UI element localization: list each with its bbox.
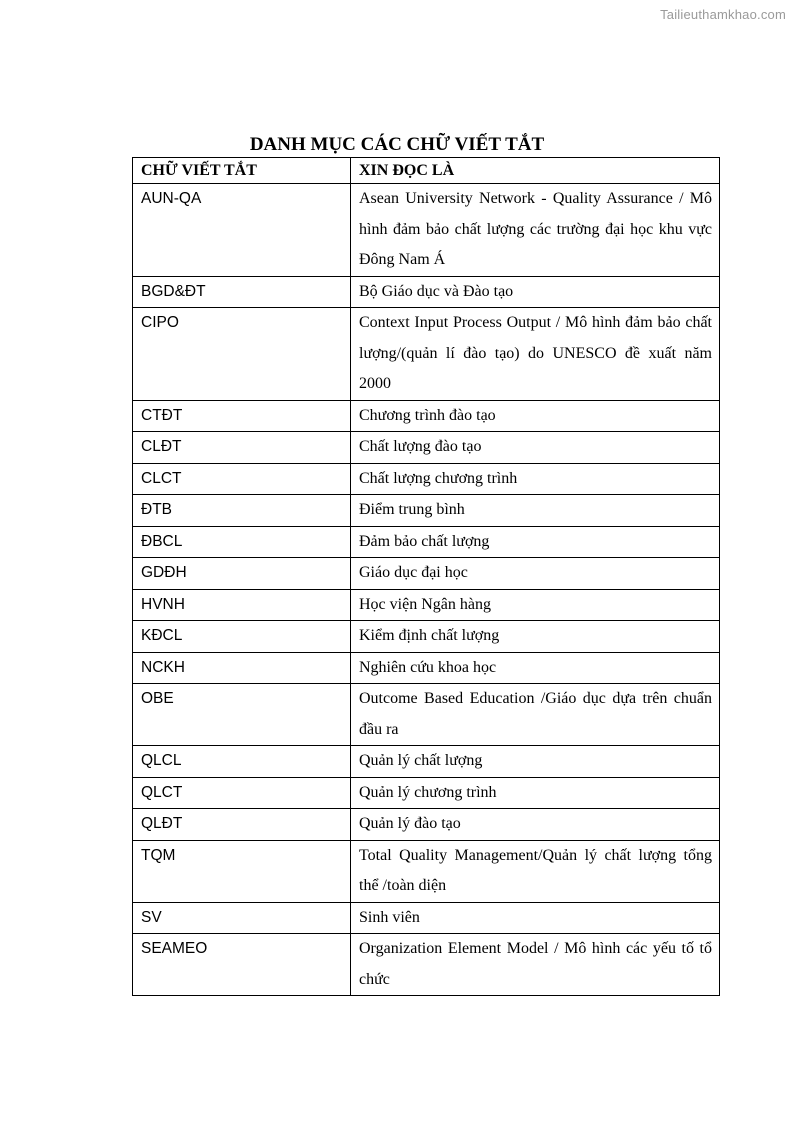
abbreviation-cell: SEAMEO xyxy=(133,934,351,996)
abbreviation-cell: BGD&ĐT xyxy=(133,276,351,308)
meaning-cell: Điểm trung bình xyxy=(351,495,720,527)
table-row xyxy=(133,526,720,558)
meaning-cell: Sinh viên xyxy=(351,902,720,934)
abbreviation-cell: SV xyxy=(133,902,351,934)
table-row xyxy=(133,934,720,996)
table-row xyxy=(133,902,720,934)
meaning-cell: Total Quality Management/Quản lý chất lượng tổng thể /toàn diện xyxy=(351,840,720,902)
abbreviation-cell: AUN-QA xyxy=(133,184,351,277)
table-body xyxy=(133,184,720,996)
abbreviation-cell: CLĐT xyxy=(133,432,351,464)
table-row xyxy=(133,809,720,841)
watermark-text: Tailieuthamkhao.com xyxy=(660,7,786,22)
table-row xyxy=(133,432,720,464)
meaning-cell: Học viện Ngân hàng xyxy=(351,589,720,621)
meaning-cell: Bộ Giáo dục và Đào tạo xyxy=(351,276,720,308)
meaning-cell: Quản lý chất lượng xyxy=(351,746,720,778)
table-row xyxy=(133,184,720,277)
abbreviation-cell: ĐBCL xyxy=(133,526,351,558)
meaning-cell: Chương trình đào tạo xyxy=(351,400,720,432)
table-header-row xyxy=(133,158,720,184)
abbreviation-cell: QLCL xyxy=(133,746,351,778)
abbreviation-cell: CIPO xyxy=(133,308,351,401)
meaning-cell: Chất lượng chương trình xyxy=(351,463,720,495)
table-row xyxy=(133,495,720,527)
abbreviation-cell: OBE xyxy=(133,684,351,746)
meaning-cell: Quản lý đào tạo xyxy=(351,809,720,841)
page-title: DANH MỤC CÁC CHỮ VIẾT TẮT xyxy=(249,134,545,155)
column-header-abbreviation: CHỮ VIẾT TẮT xyxy=(133,158,351,184)
meaning-cell: Đảm bảo chất lượng xyxy=(351,526,720,558)
abbreviation-table xyxy=(132,157,720,996)
table-row xyxy=(133,684,720,746)
abbreviation-cell: GDĐH xyxy=(133,558,351,590)
meaning-cell: Outcome Based Education /Giáo dục dựa trên chuẩn đầu ra xyxy=(351,684,720,746)
abbreviation-cell: TQM xyxy=(133,840,351,902)
abbreviation-cell: HVNH xyxy=(133,589,351,621)
table-row xyxy=(133,400,720,432)
meaning-cell: Chất lượng đào tạo xyxy=(351,432,720,464)
meaning-cell: Context Input Process Output / Mô hình đảm bảo chất lượng/(quản lí đào tạo) do UNESCO đề xuất năm 2000 xyxy=(351,308,720,401)
table-row xyxy=(133,308,720,401)
meaning-cell: Asean University Network - Quality Assurance / Mô hình đảm bảo chất lượng các trường đại học khu vực Đông Nam Á xyxy=(351,184,720,277)
table-row xyxy=(133,621,720,653)
abbreviation-cell: QLĐT xyxy=(133,809,351,841)
table-row xyxy=(133,463,720,495)
meaning-cell: Quản lý chương trình xyxy=(351,777,720,809)
abbreviation-cell: QLCT xyxy=(133,777,351,809)
meaning-cell: Kiểm định chất lượng xyxy=(351,621,720,653)
abbreviation-cell: ĐTB xyxy=(133,495,351,527)
meaning-cell: Nghiên cứu khoa học xyxy=(351,652,720,684)
meaning-cell: Giáo dục đại học xyxy=(351,558,720,590)
table-row xyxy=(133,777,720,809)
abbreviation-cell: CLCT xyxy=(133,463,351,495)
abbreviation-cell: CTĐT xyxy=(133,400,351,432)
table-row xyxy=(133,276,720,308)
table-row xyxy=(133,840,720,902)
abbreviation-cell: KĐCL xyxy=(133,621,351,653)
table-row xyxy=(133,589,720,621)
column-header-meaning: XIN ĐỌC LÀ xyxy=(351,158,720,184)
table-row xyxy=(133,746,720,778)
table-row xyxy=(133,558,720,590)
abbreviation-cell: NCKH xyxy=(133,652,351,684)
table-row xyxy=(133,652,720,684)
meaning-cell: Organization Element Model / Mô hình các yếu tố tổ chức xyxy=(351,934,720,996)
